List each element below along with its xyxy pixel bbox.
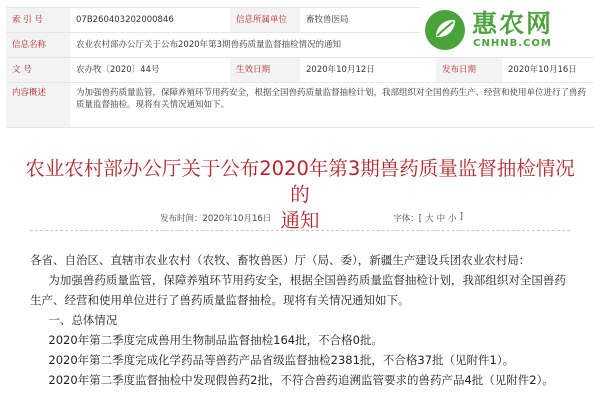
site-logo[interactable] [420, 3, 595, 57]
info-row-doc [6, 58, 594, 83]
font-size-large-button[interactable]: 大 [425, 214, 434, 224]
divider [30, 230, 570, 231]
release-value: 2020年10月16日 [508, 65, 577, 75]
doc-value: 农办牧〔2020〕44号 [76, 65, 160, 75]
index-value: 07B260403202000846 [76, 15, 174, 25]
article-body [30, 250, 575, 390]
font-size-label: 字体：[ [393, 214, 423, 224]
article-title-line2: 通知 [280, 209, 320, 232]
article-dateline [30, 212, 570, 224]
summary-value: 为加强兽药质量监管，保障养殖环节用药安全，根据全国兽药质量监督抽检计划，我部组织对全国兽药生产、经营和使用单位进行了兽药质量监督抽检。现将有关情况通知如下。 [76, 88, 587, 110]
org-value: 畜牧兽医局 [306, 15, 349, 25]
summary-label: 内容概述 [6, 83, 70, 127]
leaf-logo-icon [424, 9, 466, 51]
doc-label: 文 号 [6, 58, 70, 82]
article-title-line1: 农业农村部办公厅关于公布2020年第3期兽药质量监督抽检情况的 [25, 157, 575, 206]
paragraph-fake-drugs: 2020年第二季度监督抽检中发现假兽药2批，不符合兽药追溯监管要求的兽药产品4批（见附件2）。 [48, 373, 554, 387]
effective-label: 生效日期 [230, 58, 300, 82]
index-label: 索 引 号 [6, 8, 70, 32]
paragraph-bio-products: 2020年第二季度完成兽用生物制品监督抽检164批，不合格0批。 [48, 333, 383, 347]
org-label: 信息所属单位 [230, 8, 300, 32]
info-row-summary [6, 83, 594, 128]
font-size-switcher [393, 212, 463, 224]
logo-english: CNHNB.COM [473, 38, 552, 49]
paragraph-intro: 为加强兽药质量监管，保障养殖环节用药安全，根据全国兽药质量监督抽检计划，我部组织对全国兽药生产、经营和使用单位进行了兽药质量监督抽检。现将有关情况通知如下。 [30, 273, 566, 307]
publish-date: 发布时间：2020年10月16日 [160, 214, 272, 224]
name-value: 农业农村部办公厅关于公布2020年第3期兽药质量监督抽检情况的通知 [76, 40, 342, 50]
effective-value: 2020年10月12日 [306, 65, 375, 75]
paragraph-chemical-drugs: 2020年第二季度完成化学药品等兽药产品省级监督抽检2381批，不合格37批（见附件1）。 [48, 353, 515, 367]
paragraph-salutation: 各省、自治区、直辖市农业农村（农牧、畜牧兽医）厅（局、委），新疆生产建设兵团农业农村局： [30, 253, 531, 267]
release-label: 发布日期 [436, 58, 502, 82]
section-heading: 一、总体情况 [48, 313, 118, 327]
font-size-close: ] [459, 212, 463, 222]
logo-chinese: 惠农网 [472, 9, 554, 38]
font-size-small-button[interactable]: 小 [448, 214, 457, 224]
font-size-medium-button[interactable]: 中 [436, 214, 446, 224]
name-label: 信息名称 [6, 33, 70, 57]
logo-text [472, 10, 553, 50]
